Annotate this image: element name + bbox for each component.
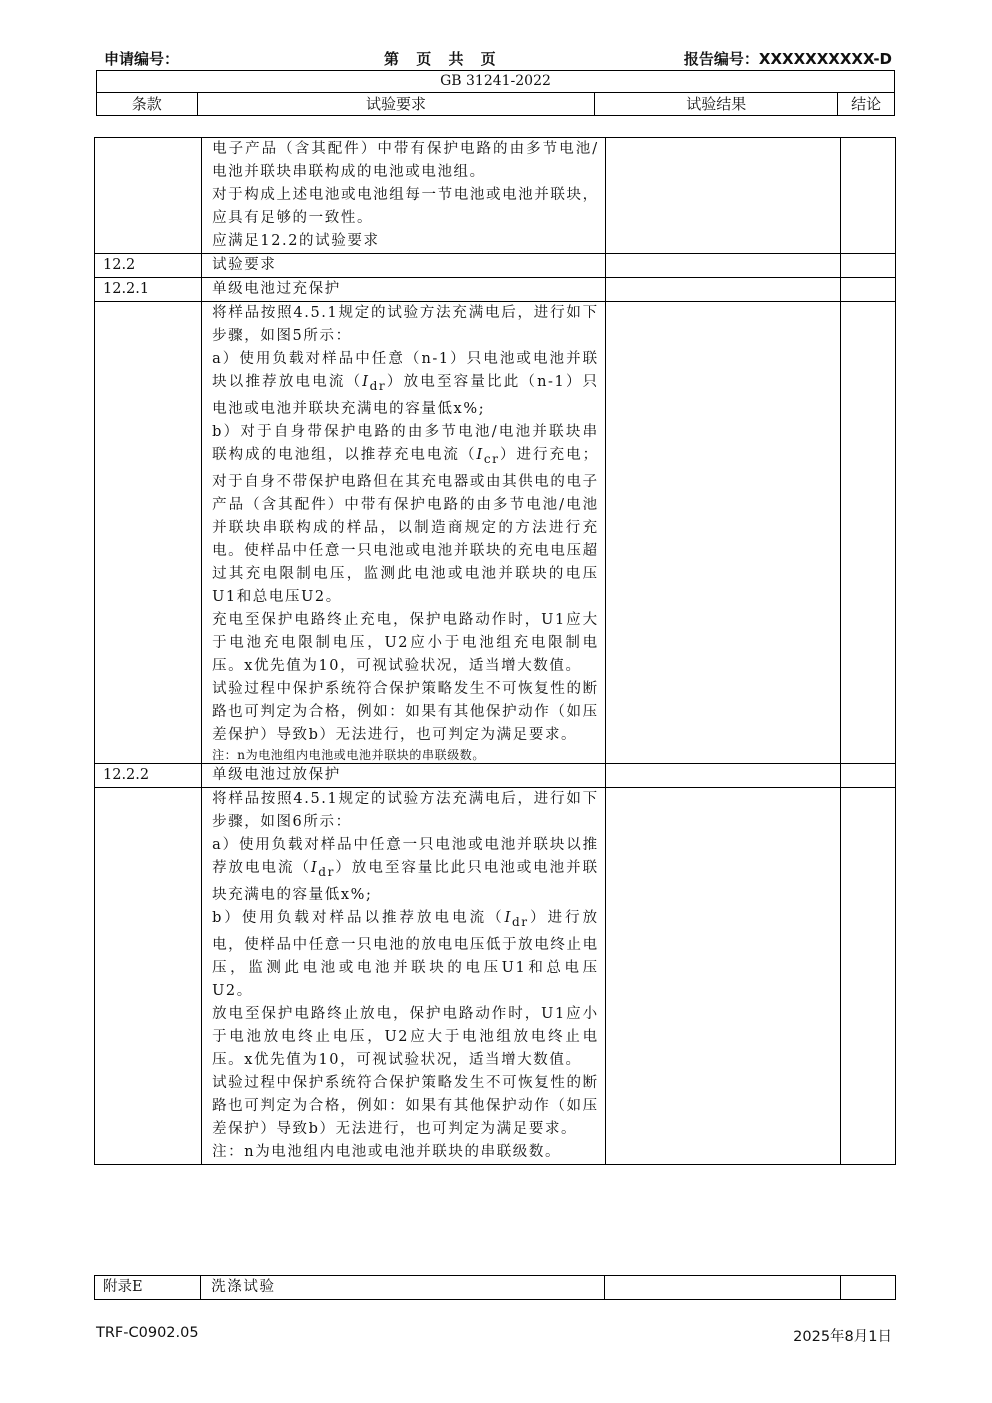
result-cell: [605, 302, 840, 764]
section-title: 单级电池过放保护: [202, 763, 606, 787]
requirement-cell: [202, 138, 606, 254]
result-cell: [605, 254, 840, 278]
clause-cell: [95, 302, 202, 764]
standard-title: GB 31241-2022: [97, 71, 895, 93]
note-text: 注：n为电池组内电池或电池并联块的串联级数。: [212, 747, 485, 762]
requirement-text: 将样品按照4.5.1规定的试验方法充满电后，进行如下步骤，如图6所示：: [212, 790, 599, 830]
verdict-cell: [841, 278, 896, 302]
report-number: 报告编号：XXXXXXXXXX-D: [683, 50, 892, 68]
current-subscript: dr: [369, 378, 387, 393]
requirement-text: b）对于自身带保护电路的由多节电池/电池并联块串联构成的电池组，以推荐充电电流$(I_{cr})$进行充电；对于自身不带保护电路但在其充电器或由其供电的电子产品（含其配件）中带有保护电路的由多节电池/电池并联块串联构成的样品，以制造商规定的方法进行充电。使样品中任意一只电池或电池并联块的充电电压超过其充电限制电压，监测此电池或电池并联块的电压U1和总电压U2。: [212, 423, 599, 605]
current-symbol: I: [476, 446, 484, 463]
current-symbol: I: [362, 374, 370, 390]
requirement-text: 放电至保护电路终止放电，保护电路动作时，U1应小于电池放电终止电压，U2应大于电池组放电终止电压。x优先值为10，可视试验状况，适当增大数值。: [212, 1005, 599, 1068]
table-row: [95, 1276, 896, 1300]
note-text: 注：n为电池组内电池或电池并联块的串联级数。: [212, 1143, 562, 1160]
clause-cell: 12.2.1: [95, 278, 202, 302]
requirements-table: [94, 137, 896, 1165]
current-subscript: dr: [511, 914, 529, 929]
requirement-text: 试验过程中保护系统符合保护策略发生不可恢复性的断路也可判定为合格，例如：如果有其他保护动作（如压差保护）导致b）无法进行，也可判定为满足要求。: [212, 680, 599, 743]
application-number-label: 申请编号：: [104, 50, 180, 68]
header-table: [96, 70, 895, 116]
table-row: [95, 138, 896, 254]
page-header: [96, 48, 894, 70]
clause-cell: 附录E: [95, 1276, 201, 1300]
requirement-cell: [202, 302, 606, 764]
table-row: [95, 302, 896, 764]
requirement-text: 应满足12.2的试验要求: [212, 233, 380, 249]
verdict-cell: [840, 1276, 895, 1300]
current-symbol: I: [504, 909, 512, 926]
appendix-table: [94, 1275, 896, 1300]
current-subscript: cr: [483, 451, 500, 466]
column-header-requirement: 试验要求: [197, 93, 595, 116]
footer-date: 2025年8月1日: [793, 1329, 892, 1345]
result-cell: [604, 1276, 840, 1300]
form-code: TRF-C0902.05: [96, 1325, 199, 1341]
current-symbol: I: [310, 859, 319, 876]
section-title: 洗涤试验: [201, 1276, 605, 1300]
requirement-text: a）使用负载对样品中任意（n-1）只电池或电池并联块以推荐放电电流$(I_{dr})$放电至容量比此（n-1）只电池或电池并联块充满电的容量低x%;: [212, 351, 599, 417]
clause-cell: 12.2.2: [95, 763, 202, 787]
column-header-result: 试验结果: [595, 93, 838, 116]
result-cell: [605, 763, 840, 787]
table-row: [95, 278, 896, 302]
column-header-clause: 条款: [97, 93, 198, 116]
clause-cell: 12.2: [95, 254, 202, 278]
requirement-text: 试验过程中保护系统符合保护策略发生不可恢复性的断路也可判定为合格，例如：如果有其他保护动作（如压差保护）导致b）无法进行，也可判定为满足要求。: [212, 1074, 599, 1137]
result-cell: [605, 138, 840, 254]
clause-cell: [95, 787, 202, 1164]
requirement-text: 将样品按照4.5.1规定的试验方法充满电后，进行如下步骤，如图5所示：: [212, 305, 599, 344]
requirement-text: b）使用负载对样品以推荐放电电流$(I_{dr})$进行放电，使样品中任意一只电池的放电电压低于放电终止电压，监测此电池或电池并联块的电压U1和总电压U2。: [212, 909, 599, 999]
verdict-cell: [841, 302, 896, 764]
section-title: 单级电池过充保护: [202, 278, 606, 302]
requirement-cell: [202, 787, 606, 1164]
verdict-cell: [841, 254, 896, 278]
clause-cell: [95, 138, 202, 254]
result-cell: [605, 787, 840, 1164]
requirement-text: a）使用负载对样品中任意一只电池或电池并联块以推荐放电电流$(I_{dr})$放电至容量比此只电池或电池并联块充满电的容量低x%;: [212, 836, 599, 903]
requirement-text: 充电至保护电路终止充电，保护电路动作时，U1应大于电池充电限制电压，U2应小于电池组充电限制电压。x优先值为10，可视试验状况，适当增大数值。: [212, 611, 599, 674]
table-row: [95, 787, 896, 1164]
column-header-verdict: 结论: [838, 93, 895, 116]
result-cell: [605, 278, 840, 302]
page-number-info: 第 页 共 页: [384, 50, 502, 68]
verdict-cell: [841, 787, 896, 1164]
requirement-text: 对于构成上述电池或电池组每一节电池或电池并联块，应具有足够的一致性。: [212, 187, 599, 226]
table-row: [95, 254, 896, 278]
verdict-cell: [841, 138, 896, 254]
verdict-cell: [841, 763, 896, 787]
section-title: 试验要求: [202, 254, 606, 278]
requirement-text: 电子产品（含其配件）中带有保护电路的由多节电池/电池并联块串联构成的电池或电池组。: [212, 141, 599, 180]
table-row: [95, 763, 896, 787]
current-subscript: dr: [318, 864, 336, 879]
